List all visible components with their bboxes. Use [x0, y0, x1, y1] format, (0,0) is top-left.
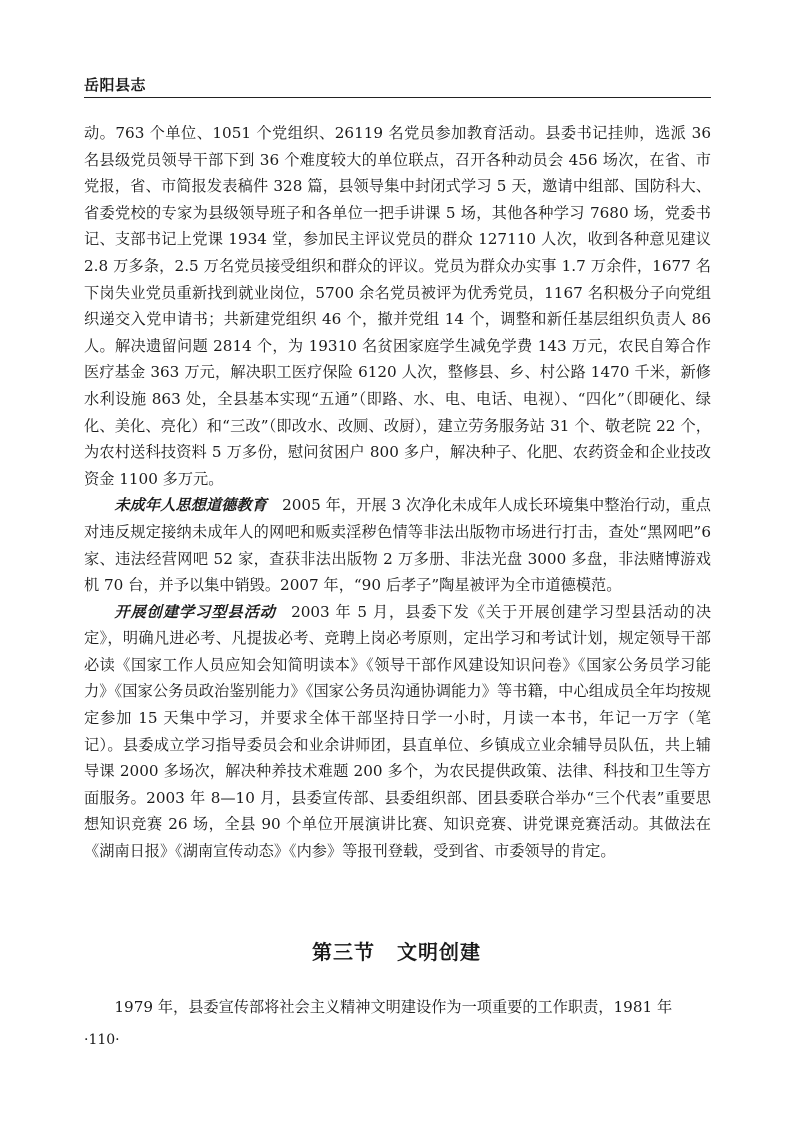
run-in-heading: 开展创建学习型县活动: [114, 602, 276, 621]
header-rule: [84, 97, 711, 98]
paragraph-text: 2003 年 5 月，县委下发《关于开展创建学习型县活动的决定》，明确凡进必考、凡提拔必考、竞聘上岗必考原则，定出学习和考试计划，规定领导干部必读《国家工作人员应知会知简明读本》《领导干部作风建设知识问卷》《国家公务员学习能力》《国家公务员政治鉴别能力》《国家公务员沟通协调能力》等书籍，中心组成员全年均按规定参加 15 天集中学习，并要求全体干部坚持日学一小时，月读一本书，年记一万字（笔记）。县委成立学习指导委员会和业余讲师团，县直单位、乡镇成立业余辅导员队伍，共上辅导课 2000 多场次，解决种养技术难题 200 多个，为农民提供政策、法律、科技和卫生等方面服务。2003 年 8—10 月，县委宣传部、县委组织部、团县委联合举办“三个代表”重要思想知识竞赛 26 场，全县 90 个单位开展演讲比赛、知识竞赛、讲党课竞赛活动。其做法在《湖南日报》《湖南宣传动态》《内参》等报刊登载，受到省、市委领导的肯定。: [84, 602, 712, 861]
paragraph-continuation: 动。763 个单位、1051 个党组织、26119 名党员参加教育活动。县委书记挂帅，选派 36 名县级党员领导干部下到 36 个难度较大的单位联点，召开各种动员会 456 场次，在省、市党报，省、市简报发表稿件 328 篇，县领导集中封闭式学习 5 天，邀请中组部、国防科大、省委党校的专家为县级领导班子和各单位一把手讲课 5 场，其他各种学习 7680 场，党委书记、支部书记上党课 1934 堂，参加民主评议党员的群众 127110 人次，收到各种意见建议 2.8 万多条，2.5 万名党员接受组织和群众的评议。党员为群众办实事 1.7 万余件，1677 名下岗失业党员重新找到就业岗位，5700 余名党员被评为优秀党员，1167 名积极分子向党组织递交入党申请书；共新建党组织 46 个，撤并党组 14 个，调整和新任基层组织负责人 86 人。解决遗留问题 2814 个，为 19310 名贫困家庭学生减免学费 143 万元，农民自筹合作医疗基金 363 万元，解决职工医疗保险 6120 人次，整修县、乡、村公路 1470 千米，新修水利设施 863 处，全县基本实现“五通”（即路、水、电、电话、电视）、“四化”（即硬化、绿化、美化、亮化）和“三改”（即改水、改厕、改厨），建立劳务服务站 31 个、敬老院 22 个，为农村送科技资料 5 万多份，慰问贫困户 800 多户，解决种子、化肥、农药资金和企业技改资金 1100 多万元。: [84, 124, 711, 488]
body-text: [84, 120, 711, 865]
section-heading: [0, 936, 793, 965]
paragraph-minor-education: [84, 492, 711, 598]
paragraph-text: 2005 年，开展 3 次净化未成年人成长环境集中整治行动，重点对违反规定接纳未成年人的网吧和贩卖淫秽色情等非法出版物市场进行打击，查处“黑网吧”6 家、违法经营网吧 52 家，查获非法出版物 2 万多册、非法光盘 3000 多盘，非法赌博游戏机 70 台，并予以集中销毁。2007 年，“90 后孝子”陶星被评为全市道德模范。: [84, 496, 711, 595]
section-first-line: 1979 年，县委宣传部将社会主义精神文明建设作为一项重要的工作职责，1981 年: [114, 998, 673, 1016]
running-header: 岳阳县志: [84, 76, 147, 94]
section-title-text: 文明创建: [397, 940, 481, 964]
section-number: 第三节: [312, 940, 375, 964]
page-number: ·110·: [84, 1032, 120, 1048]
paragraph-learning-county: [84, 599, 711, 865]
run-in-heading: 未成年人思想道德教育: [114, 496, 267, 515]
